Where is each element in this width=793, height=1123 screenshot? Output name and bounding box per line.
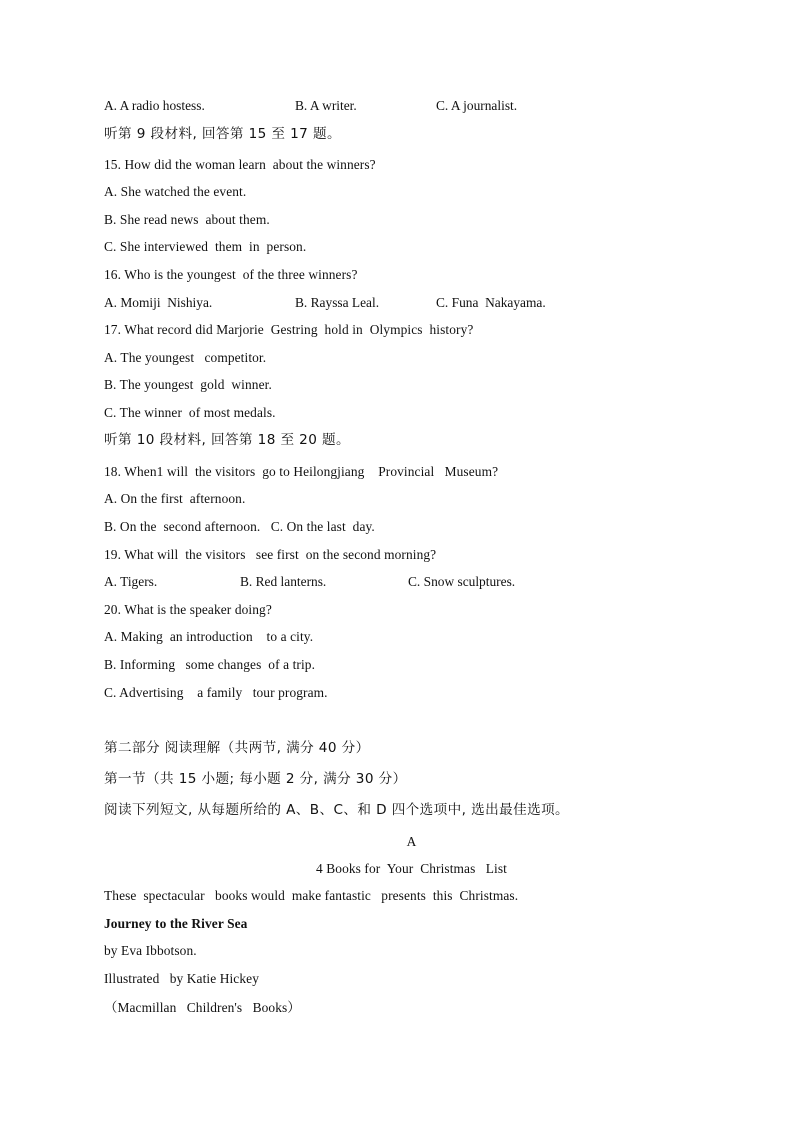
section-9-heading: 听第 9 段材料, 回答第 15 至 17 题。 — [104, 126, 341, 142]
book-1-author: by Eva Ibbotson. — [104, 943, 197, 958]
q15-stem: 15. How did the woman learn about the winners? — [104, 157, 376, 172]
q15-option-c: C. She interviewed them in person. — [104, 239, 307, 254]
section-1-heading: 第一节（共 15 小题; 每小题 2 分, 满分 30 分） — [104, 771, 407, 787]
q18-option-a: A. On the first afternoon. — [104, 491, 246, 506]
passage-intro: These spectacular books would make fantastic presents this Christmas. — [104, 888, 519, 903]
section-10-heading: 听第 10 段材料, 回答第 18 至 20 题。 — [104, 432, 350, 448]
q18-stem: 18. When1 will the visitors go to Heilongjiang Provincial Museum? — [104, 464, 499, 479]
passage-title: 4 Books for Your Christmas List — [316, 861, 507, 876]
book-1-title: Journey to the River Sea — [104, 916, 248, 931]
reading-instructions: 阅读下列短文, 从每题所给的 A、B、C、和 D 四个选项中, 选出最佳选项。 — [104, 802, 570, 818]
q19-option-b: B. Red lanterns. — [240, 574, 327, 589]
q14-option-c: C. A journalist. — [436, 98, 518, 113]
q20-option-c: C. Advertising a family tour program. — [104, 685, 328, 700]
q20-option-b: B. Informing some changes of a trip. — [104, 657, 316, 672]
q15-option-b: B. She read news about them. — [104, 212, 270, 227]
q16-option-b: B. Rayssa Leal. — [295, 295, 380, 310]
q19-stem: 19. What will the visitors see first on the second morning? — [104, 547, 437, 562]
q17-option-c: C. The winner of most medals. — [104, 405, 276, 420]
q19-option-a: A. Tigers. — [104, 574, 158, 589]
book-1-illustrator: Illustrated by Katie Hickey — [104, 971, 259, 986]
q14-option-b: B. A writer. — [295, 98, 357, 113]
q20-option-a: A. Making an introduction to a city. — [104, 629, 314, 644]
q15-option-a: A. She watched the event. — [104, 184, 247, 199]
q14-option-a: A. A radio hostess. — [104, 98, 205, 113]
q16-stem: 16. Who is the youngest of the three winners? — [104, 267, 358, 282]
q16-option-c: C. Funa Nakayama. — [436, 295, 546, 310]
part-2-heading: 第二部分 阅读理解（共两节, 满分 40 分） — [104, 740, 370, 756]
q19-option-c: C. Snow sculptures. — [408, 574, 516, 589]
q16-option-a: A. Momiji Nishiya. — [104, 295, 213, 310]
q17-option-b: B. The youngest gold winner. — [104, 377, 272, 392]
q17-stem: 17. What record did Marjorie Gestring hold in Olympics history? — [104, 322, 474, 337]
q20-stem: 20. What is the speaker doing? — [104, 602, 272, 617]
q18-option-bc: B. On the second afternoon. C. On the last day. — [104, 519, 375, 534]
book-1-publisher: （Macmillan Children's Books） — [104, 1000, 301, 1015]
q17-option-a: A. The youngest competitor. — [104, 350, 267, 365]
passage-letter: A — [406, 834, 417, 849]
